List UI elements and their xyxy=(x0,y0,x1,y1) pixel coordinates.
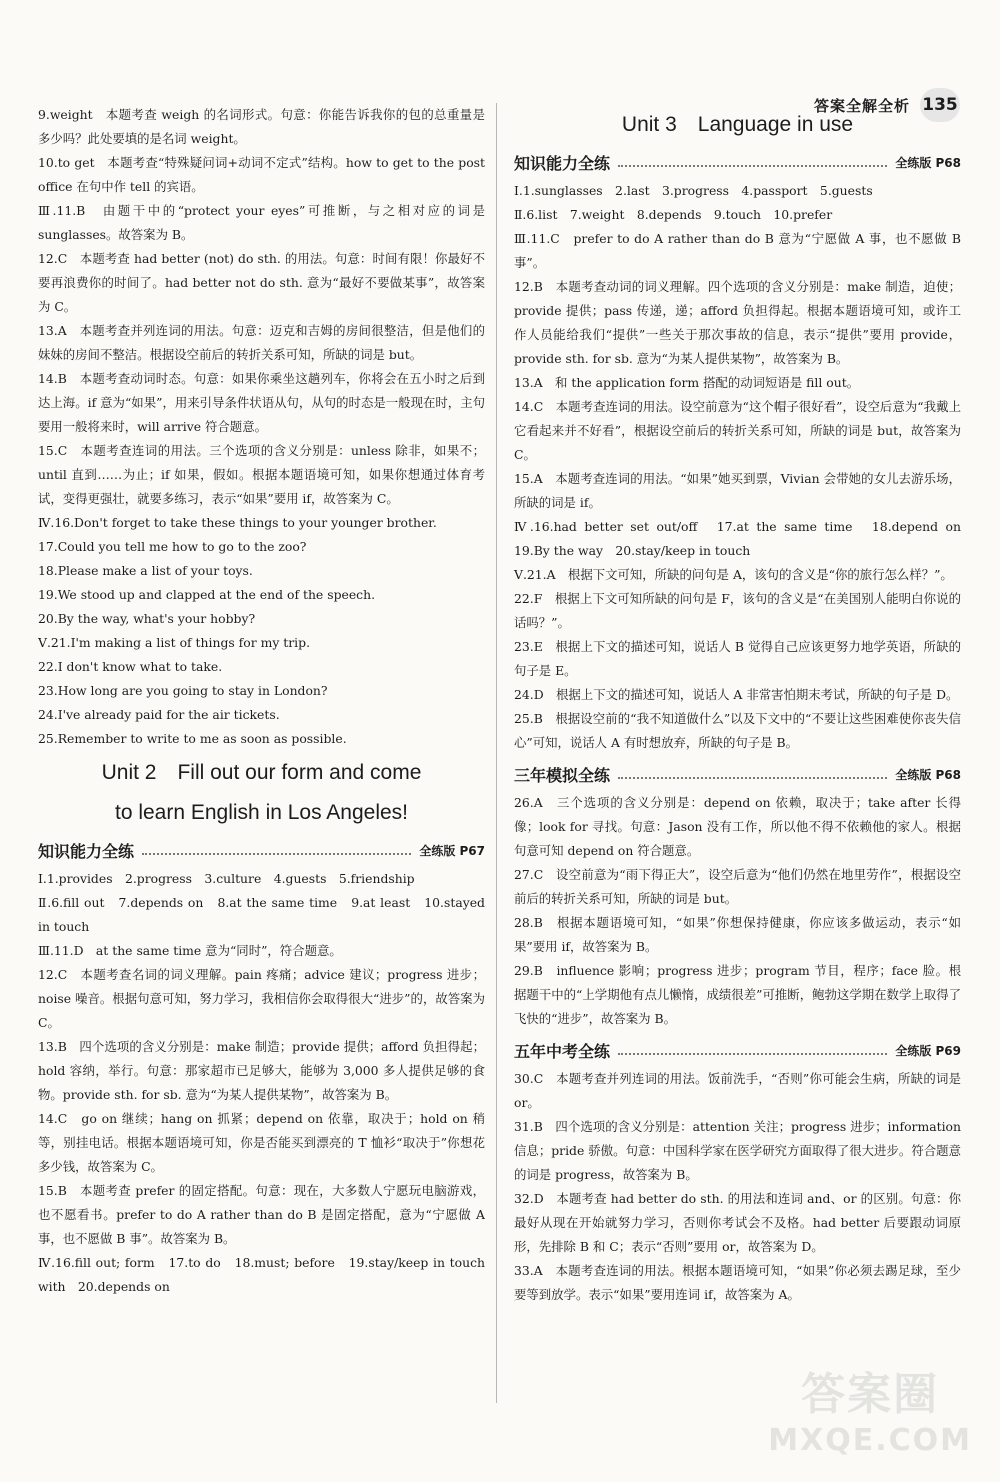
answer-paragraph: 24.D 根据上下文的描述可知，说话人 A 非常害怕期末考试，所缺的句子是 D。 xyxy=(514,687,959,702)
page-number: 135 xyxy=(920,88,960,122)
answer-paragraph: Ⅴ.21.I'm making a list of things for my trip. xyxy=(38,635,311,650)
answer-paragraph: 27.C 设空前意为“雨下得正大”，设空后意为“他们仍然在地里劳作”，根据设空前后的转折关系可知，所缺的词是 but。 xyxy=(514,867,961,906)
answer-paragraph: 24.I've already paid for the air tickets. xyxy=(38,707,280,722)
column-divider xyxy=(496,103,497,1403)
answer-paragraph: Ⅲ.11.D at the same time 意为“同时”，符合题意。 xyxy=(38,943,342,958)
answer-paragraph: 13.B 四个选项的含义分别是：make 制造；provide 提供；afford 负担得起；hold 容纳，举行。句意：那家超市已足够大，能够为 3,000 多人提供足够的食物。provide sth. for sb. 意为“为某人提供某物”，故答案为 B。 xyxy=(38,1039,485,1102)
answer-paragraph: 13.A 和 the application form 搭配的动词短语是 fill out。 xyxy=(514,375,860,390)
answer-paragraph: 15.A 本题考查连词的用法。“如果”她买到票，Vivian 会带她的女儿去游乐场，所缺的词是 if。 xyxy=(514,471,961,510)
answer-paragraph: 15.B 本题考查 prefer 的固定搭配。句意：现在，大多数人宁愿玩电脑游戏，也不愿看书。prefer to do A rather than do B 是固定搭配，意为“宁愿做 A 事，也不愿做 B 事”。故答案为 B。 xyxy=(38,1183,485,1246)
answer-paragraph: Ⅱ.6.list 7.weight 8.depends 9.touch 10.prefer xyxy=(514,207,833,222)
answer-paragraph: 9.weight 本题考查 weigh 的名词形式。句意：你能告诉我你的包的总重量是多少吗？此处要填的是名词 weight。 xyxy=(38,107,485,146)
left-column xyxy=(38,103,485,1299)
section-heading xyxy=(514,149,961,175)
answer-paragraph: Ⅳ.16.Don't forget to take these things to your younger brother. xyxy=(38,515,437,530)
unit-title: Unit 3 Language in use xyxy=(621,113,854,136)
answer-paragraph: 31.B 四个选项的含义分别是：attention 关注；progress 进步；information 信息；pride 骄傲。句意：中国科学家在医学研究方面取得了很大进步。符合题意的词是 progress，故答案为 B。 xyxy=(514,1119,961,1182)
answer-paragraph: 14.B 本题考查动词时态。句意：如果你乘坐这趟列车，你将会在五小时之后到达上海。if 意为“如果”，用来引导条件状语从句，从句的时态是一般现在时，主句要用一般将来时，will arrive 符合题意。 xyxy=(38,371,485,434)
answer-paragraph: Ⅳ.16.fill out; form 17.to do 18.must; before 19.stay/keep in touch with 20.depends on xyxy=(38,1255,485,1294)
answer-paragraph: Ⅰ.1.sunglasses 2.last 3.progress 4.passport 5.guests xyxy=(514,183,873,198)
answer-paragraph: 12.C 本题考查名词的词义理解。pain 疼痛；advice 建议；progress 进步；noise 噪音。根据句意可知，努力学习，我相信你会取得很大“进步”的，故答案为 C。 xyxy=(38,967,485,1030)
answer-paragraph: 22.F 根据上下文可知所缺的问句是 F，该句的含义是“在美国别人能明白你说的话吗？”。 xyxy=(514,591,961,630)
site-watermark xyxy=(768,1369,972,1464)
answer-paragraph: 12.C 本题考查 had better (not) do sth. 的用法。句意：时间有限！你最好不要再浪费你的时间了。had better not do sth. 意为“最好不要做某事”，故答案为 C。 xyxy=(38,251,485,314)
answer-paragraph: 28.B 根据本题语境可知，“如果”你想保持健康，你应该多做运动，表示“如果”要用 if，故答案为 B。 xyxy=(514,915,961,954)
section-name: 知识能力全练 xyxy=(514,153,611,173)
answer-paragraph: 23.E 根据上下文的描述可知，说话人 B 觉得自己应该更努力地学英语，所缺的句子是 E。 xyxy=(514,639,961,678)
section-page-ref: 全练版 P68 xyxy=(895,155,961,170)
right-column xyxy=(514,103,974,1307)
watermark-logo: 答案圈 xyxy=(801,1369,940,1420)
answer-paragraph: 17.Could you tell me how to go to the zoo? xyxy=(38,539,307,554)
answer-paragraph: Ⅱ.6.fill out 7.depends on 8.at the same time 9.at least 10.stayed in touch xyxy=(38,895,485,934)
answer-paragraph: 33.A 本题考查连词的用法。根据本题语境可知，“如果”你必须去踢足球，至少要等到放学。表示“如果”要用连词 if，故答案为 A。 xyxy=(514,1263,961,1302)
answer-paragraph: 20.By the way, what's your hobby? xyxy=(38,611,256,626)
answer-paragraph: Ⅰ.1.provides 2.progress 3.culture 4.guests 5.friendship xyxy=(38,871,415,886)
answer-paragraph: 12.B 本题考查动词的词义理解。四个选项的含义分别是：make 制造，迫使；provide 提供；pass 传递，递；afford 负担得起。根据本题语境可知，或许工作人员能给我们“提供”一些关于那次事故的信息，表示“提供”要用 provide，provide sth. for sb. 意为“为某人提供某物”，故答案为 B。 xyxy=(514,279,961,366)
section-name: 五年中考全练 xyxy=(514,1041,611,1061)
answer-paragraph: 13.A 本题考查并列连词的用法。句意：迈克和吉姆的房间很整洁，但是他们的妹妹的房间不整洁。根据设空前后的转折关系可知，所缺的词是 but。 xyxy=(38,323,485,362)
answer-paragraph: 30.C 本题考查并列连词的用法。饭前洗手，“否则”你可能会生病，所缺的词是 or。 xyxy=(514,1071,961,1110)
answer-paragraph: 15.C 本题考查连词的用法。三个选项的含义分别是：unless 除非，如果不；until 直到……为止；if 如果，假如。根据本题语境可知，如果你想通过体育考试，变得更强壮，就要多练习，表示“如果”要用 if，故答案为 C。 xyxy=(38,443,485,506)
section-page-ref: 全练版 P68 xyxy=(895,767,961,782)
dotted-leader xyxy=(142,845,411,855)
unit-title: to learn English in Los Angeles! xyxy=(114,801,409,824)
answer-paragraph: Ⅳ.16.had better set out/off 17.at the same time 18.depend on 19.By the way 20.stay/keep in touch xyxy=(514,519,974,558)
answer-paragraph: 19.We stood up and clapped at the end of the speech. xyxy=(38,587,376,602)
answer-paragraph: 22.I don't know what to take. xyxy=(38,659,223,674)
answer-paragraph: 18.Please make a list of your toys. xyxy=(38,563,253,578)
dotted-leader xyxy=(618,157,887,167)
section-heading xyxy=(514,761,961,787)
answer-paragraph: 14.C 本题考查连词的用法。设空前意为“这个帽子很好看”，设空后意为“我戴上它看起来并不好看”，根据设空前后的转折关系可知，所缺的词是 but，故答案为 C。 xyxy=(514,399,961,462)
answer-paragraph: 10.to get 本题考查“特殊疑问词+动词不定式”结构。how to get to the post office 在句中作 tell 的宾语。 xyxy=(38,155,485,194)
section-heading xyxy=(38,837,485,863)
section-heading xyxy=(514,1037,961,1063)
answer-paragraph: Ⅲ.11.B 由题干中的“protect your eyes”可推断，与之相对应的词是 sunglasses。故答案为 B。 xyxy=(38,203,485,242)
section-page-ref: 全练版 P69 xyxy=(895,1043,961,1058)
section-name: 知识能力全练 xyxy=(38,841,135,861)
section-name: 三年模拟全练 xyxy=(514,765,611,785)
dotted-leader xyxy=(618,769,887,779)
header-title: 答案全解全析 xyxy=(813,96,910,115)
answer-paragraph: 32.D 本题考查 had better do sth. 的用法和连词 and、or 的区别。句意：你最好从现在开始就努力学习，否则你考试会不及格。had better 后要跟动词原形，先排除 B 和 C；表示“否则”要用 or，故答案为 D。 xyxy=(514,1191,961,1254)
answer-paragraph: Ⅴ.21.A 根据下文可知，所缺的问句是 A，该句的含义是“你的旅行怎么样？”。 xyxy=(514,567,953,582)
answer-paragraph: 29.B influence 影响；progress 进步；program 节目，程序；face 脸。根据题干中的“上学期他有点儿懒惰，成绩很差”可推断，鲍勃这学期在数学上取得了飞快的“进步”，故答案为 B。 xyxy=(514,963,961,1026)
section-page-ref: 全练版 P67 xyxy=(419,843,485,858)
answer-paragraph: 26.A 三个选项的含义分别是：depend on 依赖，取决于；take after 长得像；look for 寻找。句意：Jason 没有工作，所以他不得不依赖他的家人。根据句意可知 depend on 符合题意。 xyxy=(514,795,961,858)
answer-paragraph: 23.How long are you going to stay in London? xyxy=(38,683,328,698)
watermark-url: MXQE.COM xyxy=(768,1423,972,1458)
answer-paragraph: 25.Remember to write to me as soon as possible. xyxy=(38,731,347,746)
answer-paragraph: 14.C go on 继续；hang on 抓紧；depend on 依靠，取决于；hold on 稍等，别挂电话。根据本题语境可知，你是否能买到漂亮的 T 恤衫“取决于”你想花多少钱，故答案为 C。 xyxy=(38,1111,485,1174)
answer-paragraph: 25.B 根据设空前的“我不知道做什么”以及下文中的“不要让这些困难使你丧失信心”可知，说话人 A 有时想放弃，所缺的句子是 B。 xyxy=(514,711,961,750)
unit-title: Unit 2 Fill out our form and come xyxy=(101,761,422,784)
dotted-leader xyxy=(618,1045,887,1055)
answer-paragraph: Ⅲ.11.C prefer to do A rather than do B 意为“宁愿做 A 事，也不愿做 B 事”。 xyxy=(514,231,961,270)
